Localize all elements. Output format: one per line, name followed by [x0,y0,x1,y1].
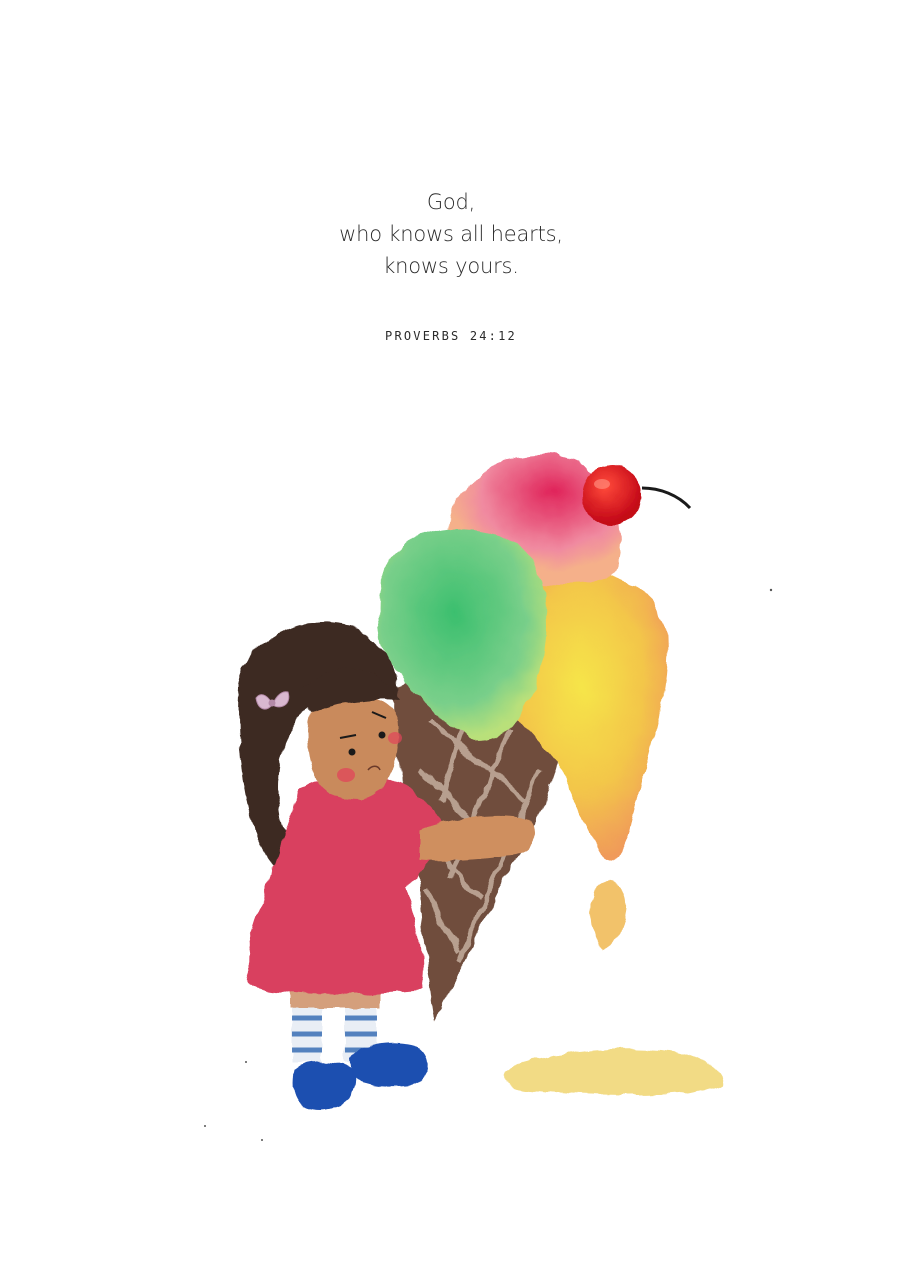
verse-line-2: who knows all hearts, [339,222,563,246]
melted-puddle [504,1049,722,1097]
verse-line-1: God, [426,190,476,214]
verse-line-3: knows yours. [383,254,519,278]
melting-drip [592,882,627,952]
cherry [582,465,690,525]
verse-reference: PROVERBS 24:12 [385,329,517,343]
girl-face [300,670,402,800]
